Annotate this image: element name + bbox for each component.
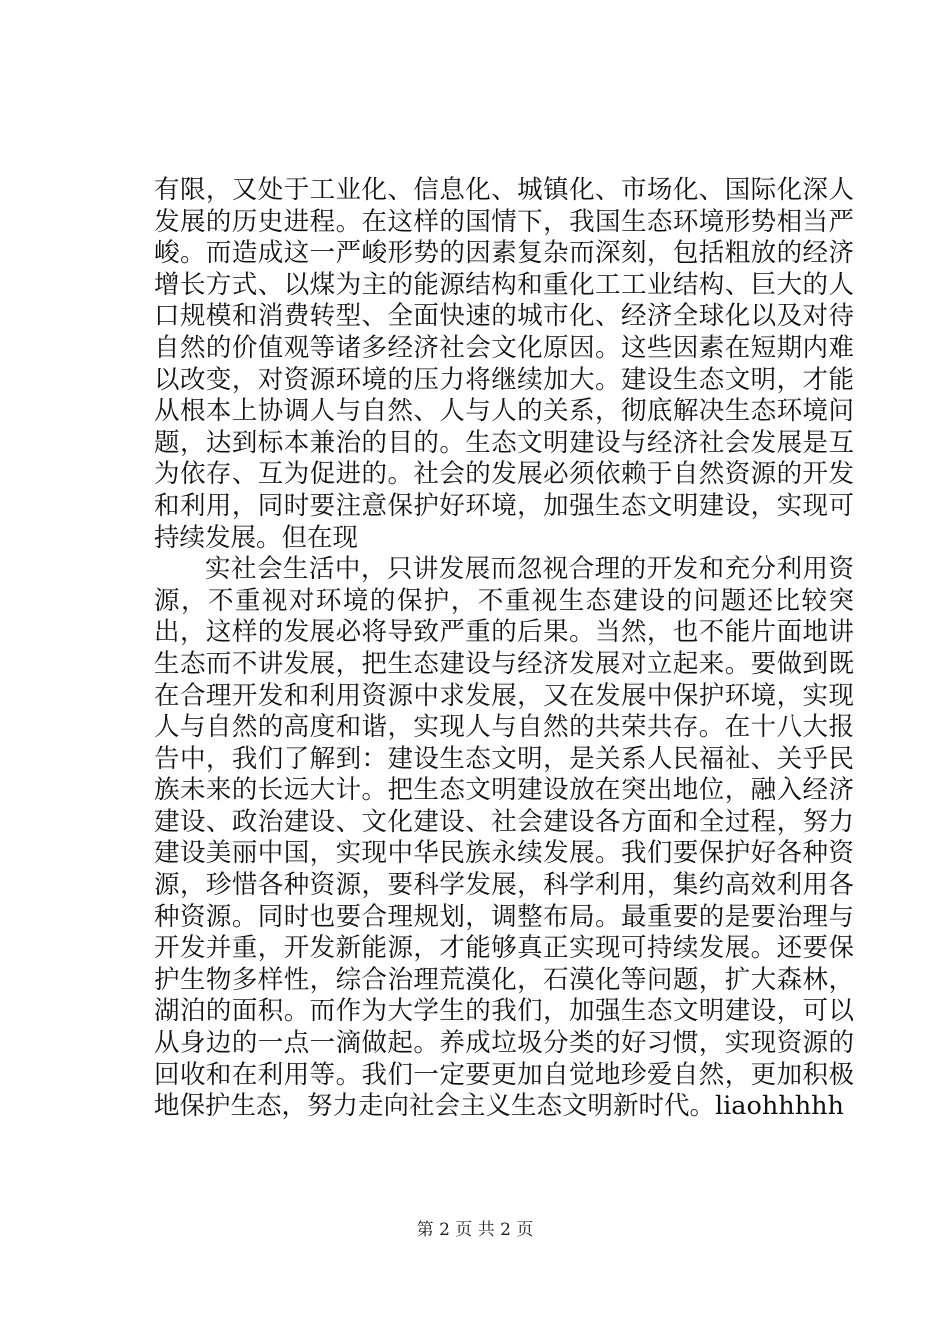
document-body bbox=[154, 175, 854, 1123]
page-number-footer: 第 2 页 共 2 页 bbox=[416, 1220, 534, 1240]
paragraph-indented: 实社会生活中，只讲发展而忽视合理的开发和充分利用资源，不重视对环境的保护，不重视生态建设的问题还比较突出，这样的发展必将导致严重的后果。当然，也不能片面地讲生态而不讲发展，把生态建设与经济发展对立起来。要做到既在合理开发和利用资源中求发展，又在发展中保护环境，实现人与自然的高度和谐，实现人与自然的共荣共存。在十八大报告中，我们了解到：建设生态文明，是关系人民福祉、关乎民族未来的长远大计。把生态文明建设放在突出地位，融入经济建设、政治建设、文化建设、社会建设各方面和全过程，努力建设美丽中国，实现中华民族永续发展。我们要保护好各种资源，珍惜各种资源，要科学发展，科学利用，集约高效利用各种资源。同时也要合理规划，调整布局。最重要的是要治理与开发并重，开发新能源，才能够真正实现可持续发展。还要保护生物多样性，综合治理荒漠化，石漠化等问题，扩大森林，湖泊的面积。而作为大学生的我们，加强生态文明建设，可以从身边的一点一滴做起。养成垃圾分类的好习惯，实现资源的回收和在利用等。我们一定要更加自觉地珍爱自然，更加积极地保护生态，努力走向社会主义生态文明新时代。liaohhhhh bbox=[154, 554, 854, 1122]
paragraph-continued: 有限，又处于工业化、信息化、城镇化、市场化、国际化深人发展的历史进程。在这样的国情下，我国生态环境形势相当严峻。而造成这一严峻形势的因素复杂而深刻，包括粗放的经济增长方式、以煤为主的能源结构和重化工工业结构、巨大的人口规模和消费转型、全面快速的城市化、经济全球化以及对待自然的价值观等诸多经济社会文化原因。这些因素在短期内难以改变，对资源环境的压力将继续加大。建设生态文明，才能从根本上协调人与自然、人与人的关系，彻底解决生态环境问题，达到标本兼治的目的。生态文明建设与经济社会发展是互为依存、互为促进的。社会的发展必须依赖于自然资源的开发和利用，同时要注意保护好环境，加强生态文明建设，实现可持续发展。但在现 bbox=[154, 175, 854, 553]
